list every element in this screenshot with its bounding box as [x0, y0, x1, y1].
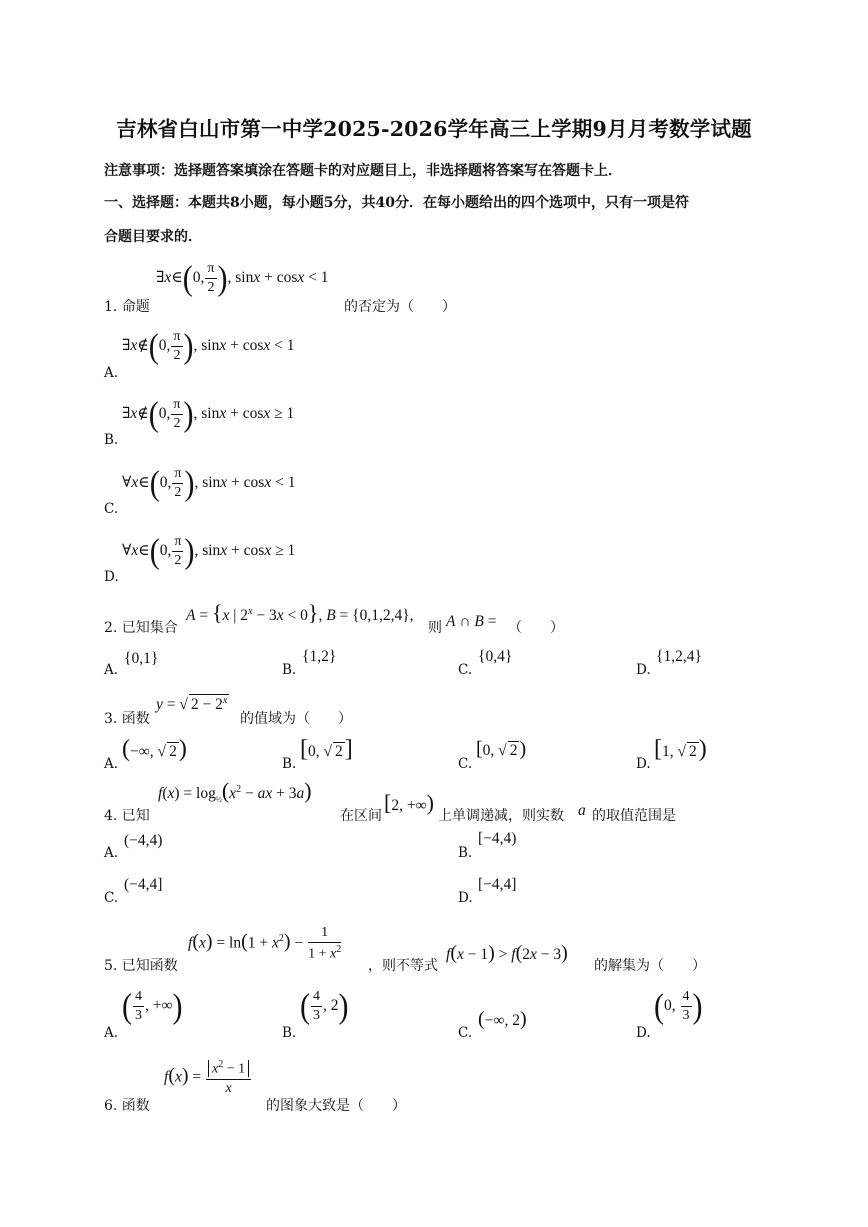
q2-tail: （ ） [508, 620, 564, 636]
notice: 注意事项：选择题答案填涂在答题卡的对应题目上，非选择题将答案写在答题卡上． [104, 163, 622, 179]
q5-tail: 的解集为（ ） [594, 958, 706, 974]
q4-interval: [2, +∞) [384, 790, 434, 815]
q2-option-a-label: A. [104, 662, 119, 678]
q5-option-d-label: D. [636, 1025, 651, 1041]
q1-option-d: ∀x∈(0, $\frac{\pi}{2}$ ), sinx + cosx ≥ 1 [122, 531, 296, 570]
q3-option-c-label: C. [458, 756, 473, 772]
q1-option-b-label: B. [104, 432, 119, 448]
q5-option-b-label: B. [282, 1025, 297, 1041]
section-heading-line2: 合题目要求的． [104, 229, 202, 245]
q2-option-d-label: D. [636, 662, 651, 678]
q4-option-a: (−4,4) [124, 832, 163, 849]
q6-number: 6. 函数 [104, 1098, 150, 1114]
q5-option-a: ( $\frac{4}{3}$ , +∞) [122, 986, 183, 1025]
q5-formula: $f(x) = \ln(1 + x^2)$ − $\frac{1}{1 + x^2}$ [188, 925, 342, 962]
q4-option-d-label: D. [458, 890, 473, 906]
q4-formula: $f(x) = \log_{\frac{1}{2}}(x^2$ − ax + 3a) [158, 778, 312, 805]
q3-option-a-label: A. [104, 756, 119, 772]
q2-then: 则 [428, 620, 442, 636]
q4-option-c: (−4,4] [124, 876, 163, 893]
q5-option-c-label: C. [458, 1025, 473, 1041]
q4-tail: 上单调递减，则实数 [438, 808, 564, 824]
q1-option-b: ∃x∉(0, $\frac{\pi}{2}$ ), sinx + cosx ≥ 1 [122, 394, 295, 433]
q3-option-b-label: B. [282, 756, 297, 772]
q5-option-b: ( $\frac{4}{3}$ , 2) [300, 986, 349, 1025]
q1-formula: ∃x∈(0, $\frac{\pi}{2}$ ), sinx + cosx < 1 [156, 258, 329, 297]
q1-option-c: ∀x∈(0, $\frac{\pi}{2}$ ), sinx + cosx < 1 [122, 463, 296, 502]
q3-option-d: [1, √ 2) [654, 736, 707, 762]
q5-option-c: (−∞, 2) [478, 1008, 527, 1030]
q5-option-d: (0, $\frac{4}{3}$ ) [654, 986, 703, 1025]
q3-option-b: [0, √ 2] [300, 736, 353, 762]
q3-formula: y = √ $2 - 2^x$ [156, 695, 228, 714]
q3-tail: 的值域为（ ） [240, 711, 352, 727]
q4-option-d: [−4,4] [478, 876, 517, 893]
q5-mid: ，则不等式 [368, 958, 438, 974]
q1-number: 1. 命题 [104, 299, 150, 315]
q2-option-c: {0,4} [478, 648, 513, 665]
q2-intersection: A ∩ B = [446, 613, 497, 630]
q1-option-a-label: A. [104, 365, 119, 381]
q4-number: 4. 已知 [104, 808, 150, 824]
q2-option-d: {1,2,4} [656, 648, 702, 665]
q3-option-d-label: D. [636, 756, 651, 772]
page-title: 吉林省白山市第一中学2025-2026学年高三上学期9月月考数学试题 [116, 117, 752, 141]
q3-option-c: [0, √ 2 ) [476, 738, 527, 760]
q6-tail: 的图象大致是（ ） [266, 1098, 406, 1114]
q3-number: 3. 函数 [104, 711, 150, 727]
q1-option-a: ∃x∉(0, $\frac{\pi}{2}$ ), sinx + cosx < 1 [122, 326, 295, 365]
q4-option-c-label: C. [104, 890, 119, 906]
q6-formula: f(x) = $\frac{x^2 - 1}{x}$ [164, 1060, 252, 1096]
q2-option-c-label: C. [458, 662, 473, 678]
section-heading-line1: 一、选择题：本题共8小题，每小题5分，共40分．在每小题给出的四个选项中，只有一项是符 [104, 195, 689, 211]
q2-formula: A = {x | $2^x - 3x < 0$}, B = {0,1,2,4}, [186, 600, 414, 625]
q1-option-d-label: D. [104, 569, 119, 585]
q5-option-a-label: A. [104, 1025, 119, 1041]
q4-option-b: [−4,4) [478, 830, 517, 847]
q4-mid: 在区间 [340, 808, 382, 824]
q2-number: 2. 已知集合 [104, 620, 178, 636]
q4-tail2: 的取值范围是 [592, 808, 676, 824]
q4-option-b-label: B. [458, 845, 473, 861]
q5-number: 5. 已知函数 [104, 958, 178, 974]
q4-variable-a: a [578, 802, 586, 819]
q1-tail: 的否定为（ ） [344, 299, 456, 315]
q3-option-a: (−∞, √ 2) [122, 736, 187, 762]
q4-option-a-label: A. [104, 845, 119, 861]
q2-option-b-label: B. [282, 662, 297, 678]
q2-option-a: {0,1} [124, 650, 159, 667]
q1-option-c-label: C. [104, 501, 119, 517]
q5-inequality: f(x − 1) > f(2x − 3) [446, 942, 568, 964]
q2-option-b: {1,2} [302, 648, 337, 665]
